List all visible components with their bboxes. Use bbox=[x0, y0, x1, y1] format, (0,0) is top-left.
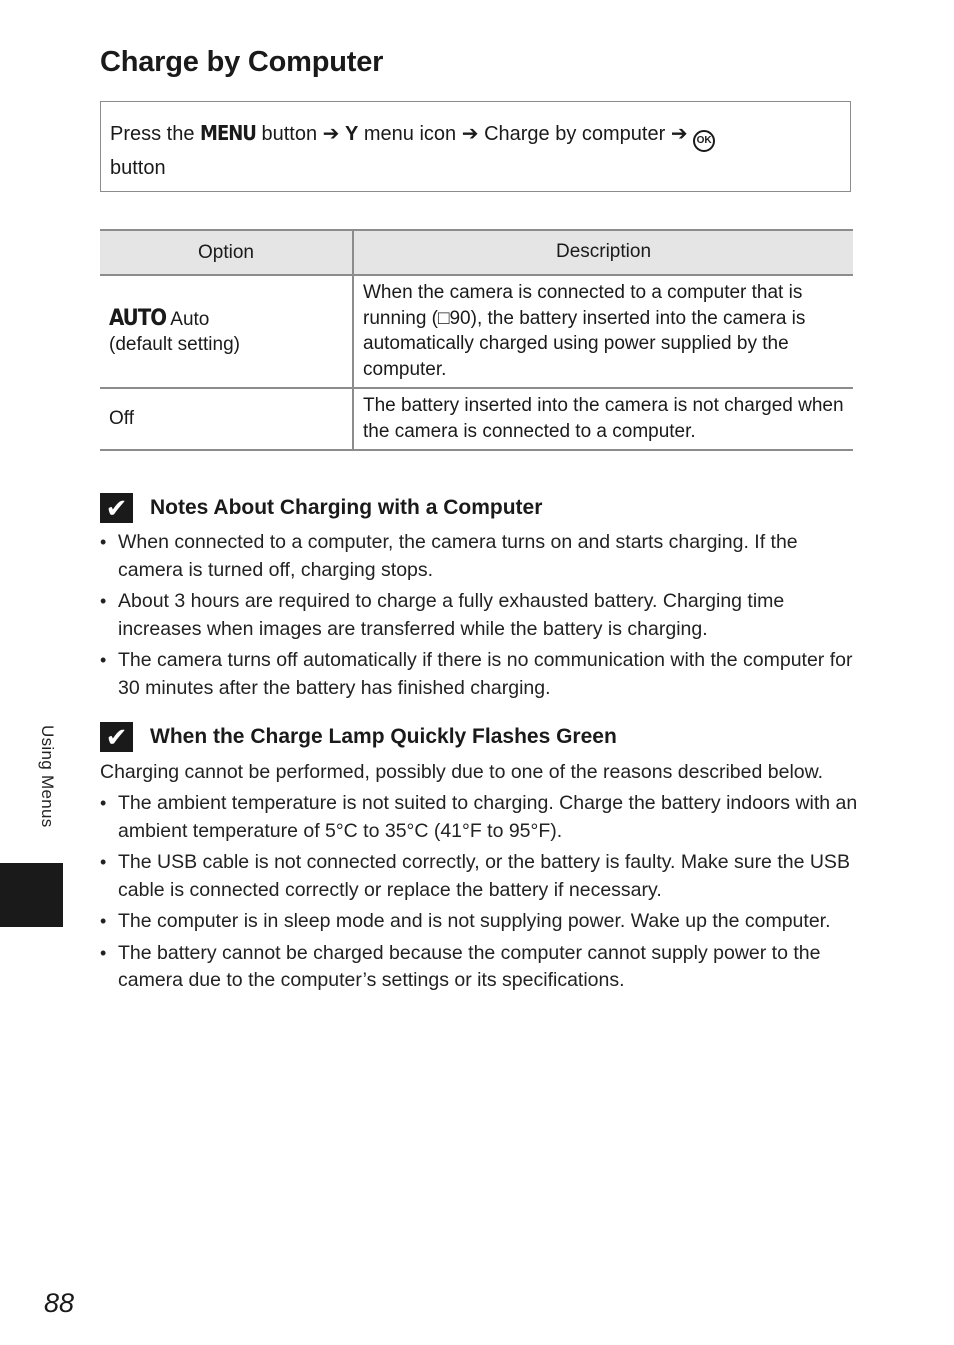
list-item: • The ambient temperature is not suited to charging. Charge the battery indoors with an ambient temperature of 5°C to 35°C (41°F to 95°F). bbox=[100, 790, 860, 845]
page-reference-icon: □ bbox=[438, 307, 450, 329]
arrow-right-icon: ➔ bbox=[461, 123, 479, 145]
list-item: • When connected to a computer, the camera turns on and starts charging. If the camera is turned off, charging stops. bbox=[100, 529, 860, 584]
arrow-right-icon: ➔ bbox=[670, 123, 688, 145]
button-text-2: button bbox=[110, 157, 166, 179]
menu-item-text: Charge by computer bbox=[484, 123, 666, 145]
check-mark-icon: ✔ bbox=[100, 493, 133, 523]
note-heading bbox=[100, 722, 617, 752]
check-mark-icon: ✔ bbox=[100, 722, 133, 752]
description-cell bbox=[353, 275, 853, 388]
description-text: When the camera is connected to a computer that is running ( bbox=[363, 282, 803, 329]
option-sub: (default setting) bbox=[109, 334, 240, 355]
auto-mode-icon: AUTO bbox=[109, 305, 167, 331]
section-side-label: Using Menus bbox=[38, 725, 57, 828]
menu-path-box bbox=[100, 101, 851, 192]
list-item: • The computer is in sleep mode and is not supplying power. Wake up the computer. bbox=[100, 908, 860, 936]
option-cell: Off bbox=[100, 388, 353, 450]
table-row bbox=[100, 388, 853, 450]
note-intro: Charging cannot be performed, possibly due to one of the reasons described below. bbox=[100, 761, 824, 783]
menu-button-icon: MENU bbox=[200, 121, 256, 145]
option-header: Option bbox=[100, 230, 353, 275]
description-header: Description bbox=[353, 230, 853, 275]
page-number: 88 bbox=[44, 1288, 75, 1318]
wrench-menu-icon: Y bbox=[344, 123, 359, 145]
list-item: • The battery cannot be charged because the computer cannot supply power to the camera due to the computer’s settings or its specifications. bbox=[100, 940, 860, 995]
options-table bbox=[100, 229, 853, 451]
ok-button-icon: OK bbox=[693, 130, 715, 152]
note-heading-text: When the Charge Lamp Quickly Flashes Green bbox=[150, 725, 617, 748]
table-header-row bbox=[100, 230, 853, 275]
note-list bbox=[100, 790, 860, 999]
arrow-right-icon: ➔ bbox=[322, 123, 340, 145]
list-item: • About 3 hours are required to charge a fully exhausted battery. Charging time increases when images are transferred while the battery is charging. bbox=[100, 588, 860, 643]
section-tab-marker bbox=[0, 863, 63, 927]
description-cell: The battery inserted into the camera is not charged when the camera is connected to a computer. bbox=[353, 388, 853, 450]
note-list bbox=[100, 529, 860, 706]
menu-icon-text: menu icon bbox=[363, 123, 457, 145]
note-heading bbox=[100, 493, 542, 523]
table-row bbox=[100, 275, 853, 388]
page-title: Charge by Computer bbox=[100, 46, 384, 78]
option-cell bbox=[100, 275, 353, 388]
option-label: Auto bbox=[170, 308, 210, 330]
press-text: Press the bbox=[110, 123, 195, 145]
button-text: button bbox=[261, 123, 318, 145]
note-heading-text: Notes About Charging with a Computer bbox=[150, 496, 543, 519]
list-item: • The USB cable is not connected correctly, or the battery is faulty. Make sure the USB cable is connected correctly or replace the battery if necessary. bbox=[100, 849, 860, 904]
list-item: • The camera turns off automatically if there is no communication with the computer for 30 minutes after the battery has finished charging. bbox=[100, 647, 860, 702]
description-text-rest: 90), the battery inserted into the camera is automatically charged using power supplied by the computer. bbox=[363, 307, 806, 380]
